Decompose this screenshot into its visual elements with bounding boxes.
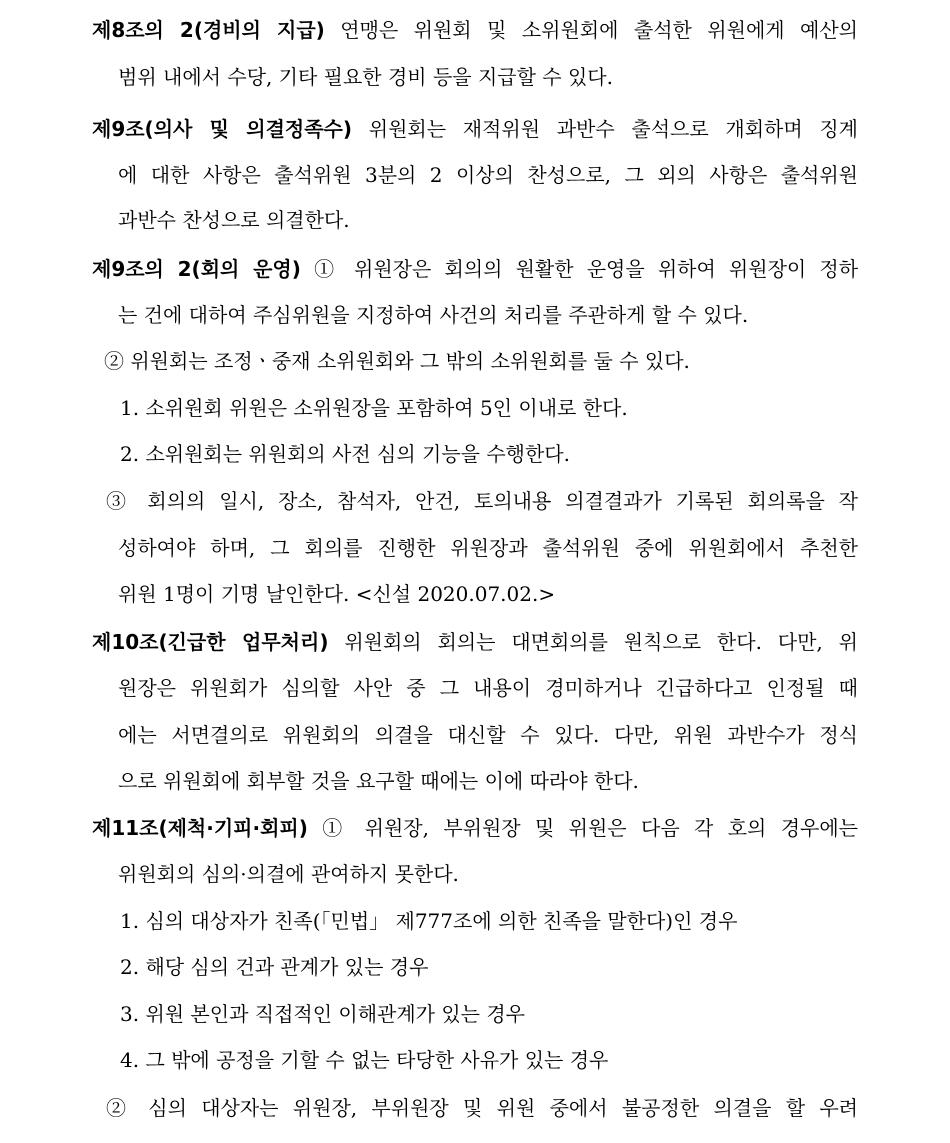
list-item: 2. 소위원회는 위원회의 사전 심의 기능을 수행한다. [120,442,570,466]
article-continuation: 위원회의 심의·의결에 관여하지 못한다. [118,862,459,886]
article-heading: 제9조의 2(회의 운영) [92,257,301,281]
article-9-2-first-line [92,257,858,281]
article-continuation: 에 대한 사항은 출석위원 3분의 2 이상의 찬성으로, 그 외의 사항은 출석위원 [118,163,858,187]
paragraph-2: ② 심의 대상자는 위원장, 부위원장 및 위원 중에서 불공정한 의결을 할 우려 [106,1096,858,1120]
article-continuation: 는 건에 대하여 주심위원을 지정하여 사건의 처리를 주관하게 할 수 있다. [118,303,749,327]
list-item: 1. 소위원회 위원은 소위원장을 포함하여 5인 이내로 한다. [120,396,628,420]
article-heading: 제8조의 2(경비의 지급) [92,18,325,42]
list-item: 2. 해당 심의 건과 관계가 있는 경우 [120,955,429,979]
article-continuation: 원장은 위원회가 심의할 사안 중 그 내용이 경미하거나 긴급하다고 인정될 때 [118,676,858,700]
article-continuation: 으로 위원회에 회부할 것을 요구할 때에는 이에 따라야 한다. [118,769,639,793]
article-continuation: 범위 내에서 수당, 기타 필요한 경비 등을 지급할 수 있다. [118,65,613,89]
article-11-first-line [92,816,858,840]
article-text: ① 위원장, 부위원장 및 위원은 다음 각 호의 경우에는 [322,816,858,840]
list-item: 3. 위원 본인과 직접적인 이해관계가 있는 경우 [120,1002,525,1026]
article-8-2-first-line [92,18,858,42]
paragraph-3: ③ 회의의 일시, 장소, 참석자, 안건, 토의내용 의결결과가 기록된 회의록을 작 [106,489,858,513]
article-10-first-line [92,630,858,654]
article-9-first-line [92,117,858,141]
paragraph-2: ② 위원회는 조정ㆍ중재 소위원회와 그 밖의 소위원회를 둘 수 있다. [104,349,690,373]
article-heading: 제10조(긴급한 업무처리) [92,630,329,654]
list-item: 1. 심의 대상자가 친족(「민법」 제777조에 의한 친족을 말한다)인 경우 [120,909,738,933]
article-heading: 제9조(의사 및 의결정족수) [92,117,353,141]
article-text: 연맹은 위원회 및 소위원회에 출석한 위원에게 예산의 [340,18,858,42]
article-heading: 제11조(제척·기피·회피) [92,816,308,840]
article-text: 위원회의 회의는 대면회의를 원칙으로 한다. 다만, 위 [344,630,858,654]
paragraph-continuation: 위원 1명이 기명 날인한다. <신설 2020.07.02.> [118,582,556,606]
article-continuation: 에는 서면결의로 위원회의 의결을 대신할 수 있다. 다만, 위원 과반수가 정식 [118,723,858,747]
list-item: 4. 그 밖에 공정을 기할 수 없는 타당한 사유가 있는 경우 [120,1048,609,1072]
article-text: ① 위원장은 회의의 원활한 운영을 위하여 위원장이 정하 [314,257,859,281]
article-continuation: 과반수 찬성으로 의결한다. [118,208,350,232]
article-text: 위원회는 재적위원 과반수 출석으로 개회하며 징계 [368,117,859,141]
paragraph-continuation: 성하여야 하며, 그 회의를 진행한 위원장과 출석위원 중에 위원회에서 추천한 [118,536,858,560]
